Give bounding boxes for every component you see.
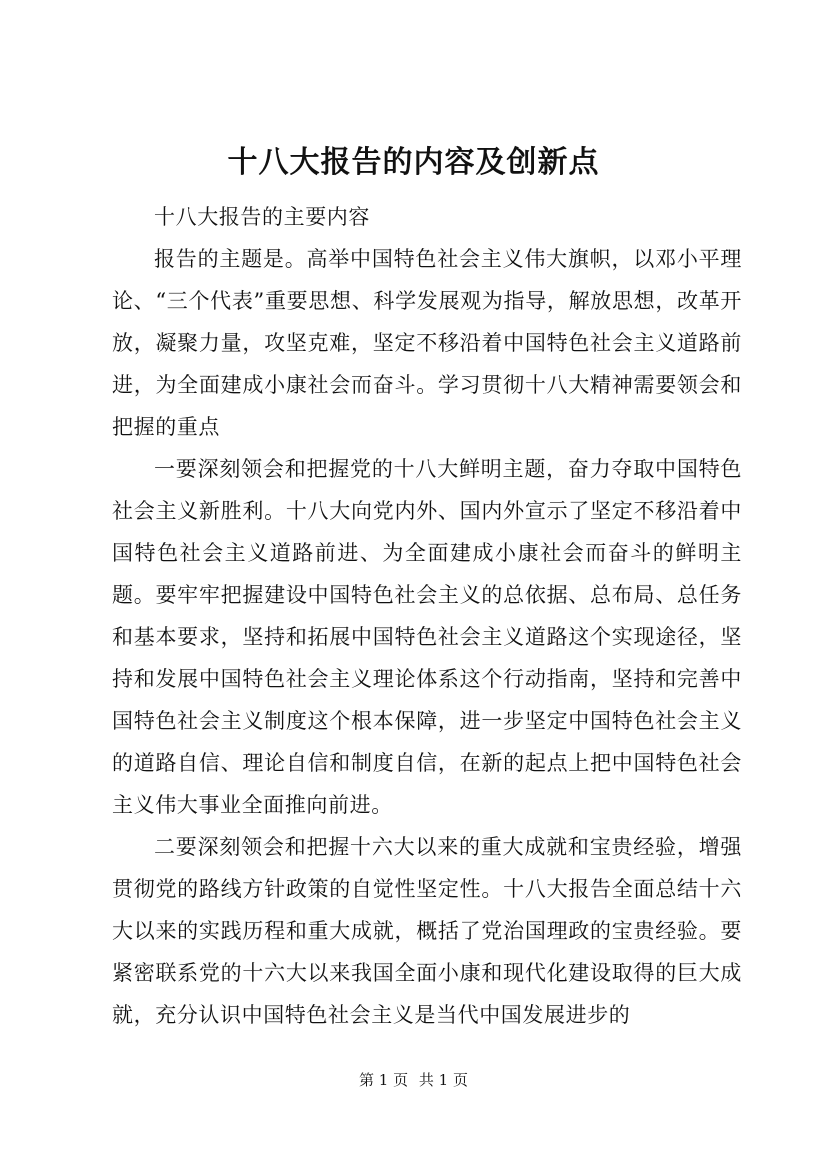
paragraph-1: 报告的主题是。高举中国特色社会主义伟大旗帜，以邓小平理论、“三个代表”重要思想、科学发展观为指导，解放思想，改革开放，凝聚力量，攻坚克难，坚定不移沿着中国特色社会主义道路前进，为全面建成小康社会而奋斗。学习贯彻十八大精神需要领会和把握的重点 xyxy=(112,247,742,439)
paragraph-2: 一要深刻领会和把握党的十八大鲜明主题，奋力夺取中国特色社会主义新胜利。十八大向党内外、国内外宣示了坚定不移沿着中国特色社会主义道路前进、为全面建成小康社会而奋斗的鲜明主题。要牢牢把握建设中国特色社会主义的总依据、总布局、总任务和基本要求，坚持和拓展中国特色社会主义道路这个实现途径，坚持和发展中国特色社会主义理论体系这个行动指南，坚持和完善中国特色社会主义制度这个根本保障，进一步坚定中国特色社会主义的道路自信、理论自信和制度自信，在新的起点上把中国特色社会主义伟大事业全面推向前进。 xyxy=(112,457,742,817)
section-subheading: 十八大报告的主要内容 xyxy=(154,205,370,229)
document-body xyxy=(112,196,742,1036)
page-number: 第 1 页 xyxy=(359,1071,409,1089)
page-footer xyxy=(0,1070,827,1090)
total-pages: 共 1 页 xyxy=(418,1071,468,1089)
document-title: 十八大报告的内容及创新点 xyxy=(227,145,600,180)
paragraph-3: 二要深刻领会和把握十六大以来的重大成就和宝贵经验，增强贯彻党的路线方针政策的自觉性坚定性。十八大报告全面总结十六大以来的实践历程和重大成就，概括了党治国理政的宝贵经验。要紧密联系党的十六大以来我国全面小康和现代化建设取得的巨大成就，充分认识中国特色社会主义是当代中国发展进步的 xyxy=(112,835,742,1027)
